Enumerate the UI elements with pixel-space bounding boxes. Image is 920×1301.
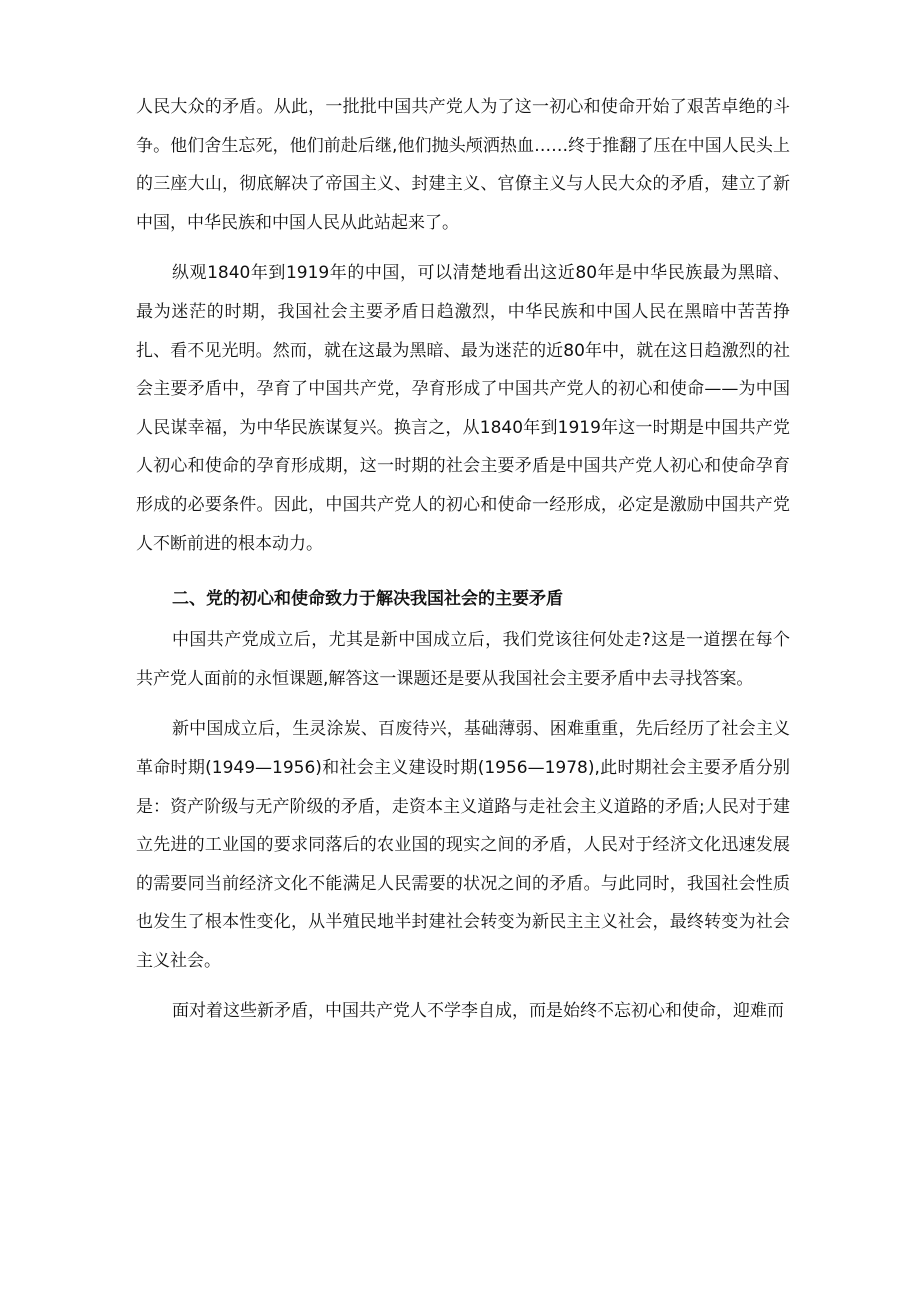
paragraph-facing-new-contradictions: 面对着这些新矛盾，中国共产党人不学李自成，而是始终不忘初心和使命，迎难而 [172, 1001, 784, 1022]
document-body [136, 88, 790, 1031]
paragraph-party-direction: 中国共产党成立后，尤其是新中国成立后，我们党该往何处走?这是一道摆在每个共产党人面前的永恒课题,解答这一课题还是要从我国社会主要矛盾中去寻找答案。 [136, 630, 790, 689]
paragraph-overview-1840-1919: 纵观1840年到1919年的中国，可以清楚地看出这近80年是中华民族最为黑暗、最为迷茫的时期，我国社会主要矛盾日趋激烈，中华民族和中国人民在黑暗中苦苦挣扎、看不见光明。然而，就在这最为黑暗、最为迷茫的近80年中，就在这日趋激烈的社会主要矛盾中，孕育了中国共产党，孕育形成了中国共产党人的初心和使命——为中国人民谋幸福，为中华民族谋复兴。换言之，从1840年到1919年这一时期是中国共产党人初心和使命的孕育形成期，这一时期的社会主要矛盾是中国共产党人初心和使命孕育形成的必要条件。因此，中国共产党人的初心和使命一经形成，必定是激励中国共产党人不断前进的根本动力。 [136, 263, 790, 554]
paragraph-continued: 人民大众的矛盾。从此，一批批中国共产党人为了这一初心和使命开始了艰苦卓绝的斗争。他们舍生忘死，他们前赴后继,他们抛头颅洒热血……终于推翻了压在中国人民头上的三座大山，彻底解决了帝国主义、封建主义、官僚主义与人民大众的矛盾，建立了新中国，中华民族和中国人民从此站起来了。 [136, 97, 790, 233]
section-heading-2: 二、党的初心和使命致力于解决我国社会的主要矛盾 [172, 589, 563, 610]
paragraph-new-china: 新中国成立后，生灵涂炭、百废待兴，基础薄弱、困难重重，先后经历了社会主义革命时期(1949—1956)和社会主义建设时期(1956—1978),此时期社会主要矛盾分别是：资产阶级与无产阶级的矛盾，走资本主义道路与走社会主义道路的矛盾;人民对于建立先进的工业国的要求同落后的农业国的现实之间的矛盾，人民对于经济文化迅速发展的需要同当前经济文化不能满足人民需要的状况之间的矛盾。与此同时，我国社会性质也发生了根本性变化，从半殖民地半封建社会转变为新民主主义社会，最终转变为社会主义社会。 [136, 719, 790, 971]
